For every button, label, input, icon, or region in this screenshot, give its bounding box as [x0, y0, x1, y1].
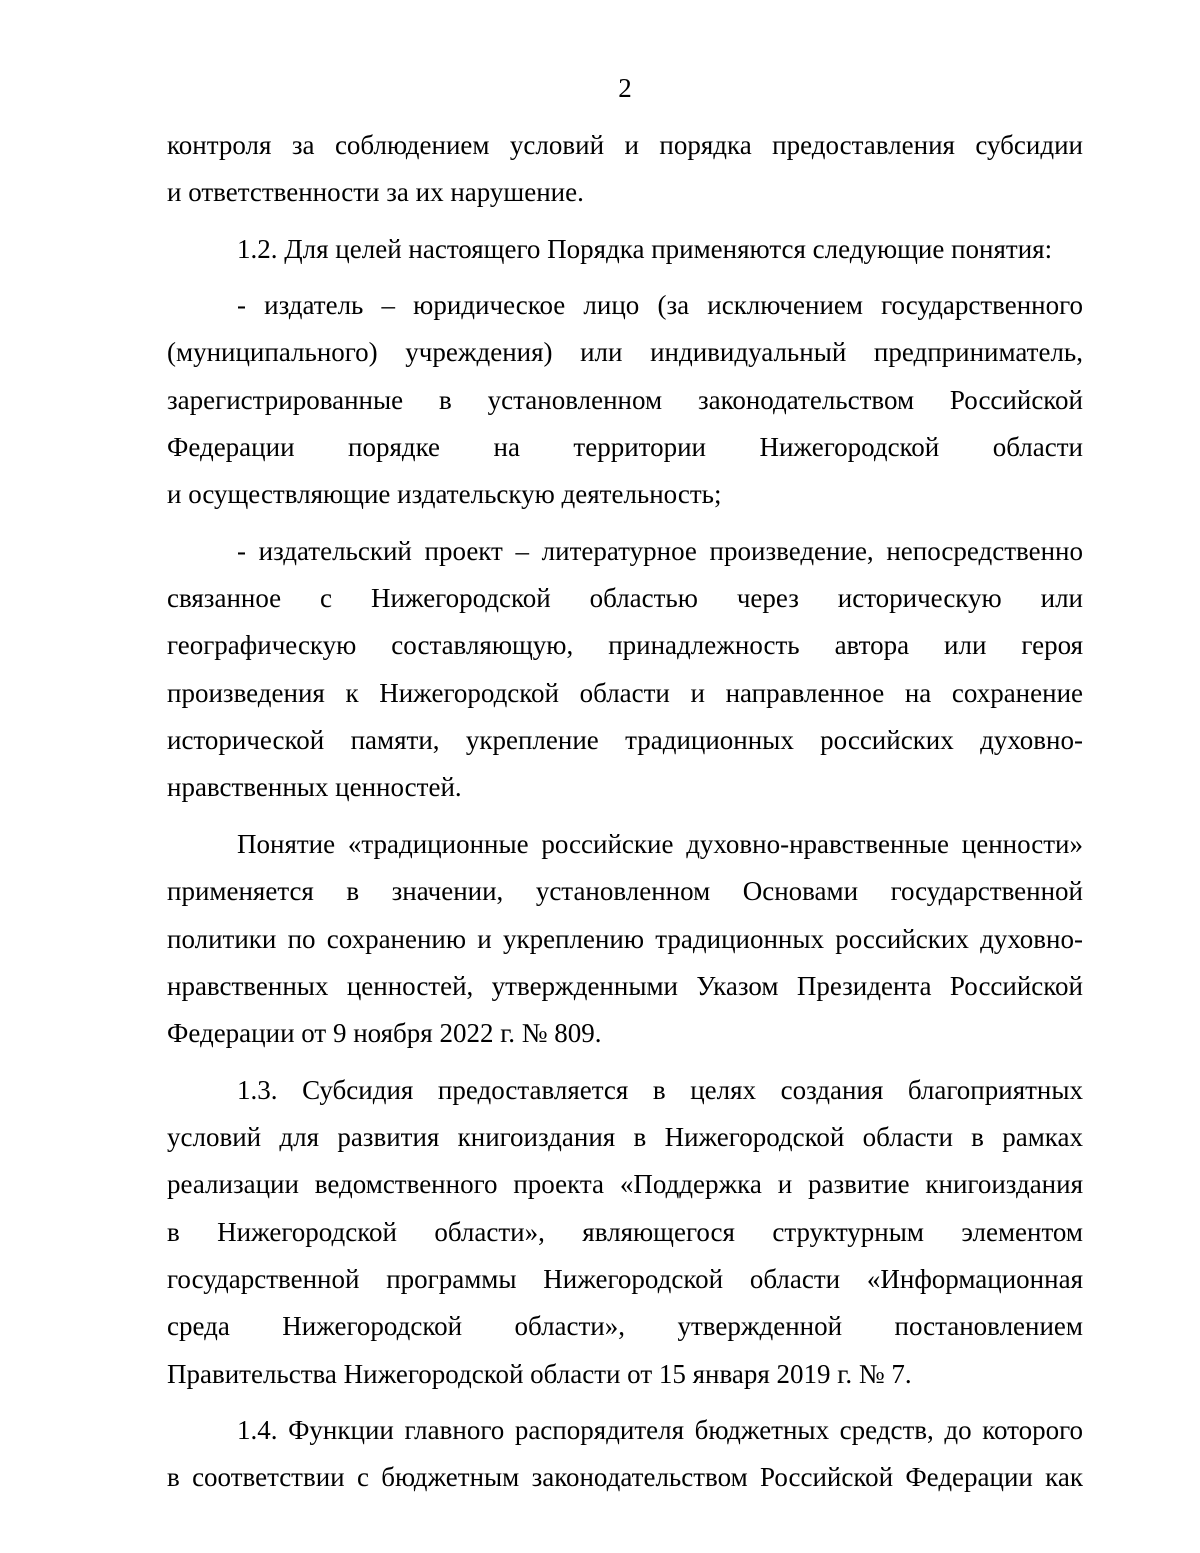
document-body [167, 122, 1083, 1502]
text-line: Федерации порядке на территории Нижегородской области [167, 432, 1083, 463]
text-line: зарегистрированные в установленном законодательством Российской [167, 384, 1083, 415]
text-line: в Нижегородской области», являющегося структурным элементом [167, 1216, 1083, 1247]
paragraph-1-2 [167, 226, 1083, 273]
text-line: реализации ведомственного проекта «Поддержка и развитие книгоиздания [167, 1169, 1083, 1200]
page-number: 2 [618, 73, 632, 103]
text-line: связанное с Нижегородской областью через историческую или [167, 583, 1083, 614]
text-line: - издатель – юридическое лицо (за исключением государственного [237, 290, 1083, 321]
text-line: контроля за соблюдением условий и порядка предоставления субсидии [167, 130, 1083, 160]
text-line: в соответствии с бюджетным законодательством Российской Федерации как [167, 1462, 1083, 1493]
text-line: Федерации от 9 ноября 2022 г. № 809. [167, 1018, 602, 1049]
paragraph-1-3 [167, 1067, 1083, 1398]
text-line: 1.3. Субсидия предоставляется в целях создания благоприятных [237, 1074, 1083, 1105]
text-line: Правительства Нижегородской области от 15 января 2019 г. № 7. [167, 1358, 912, 1389]
text-line: применяется в значении, установленном Основами государственной [167, 876, 1083, 907]
text-line: - издательский проект – литературное произведение, непосредственно [237, 535, 1083, 566]
text-line: 1.4. Функции главного распорядителя бюджетных средств, до которого [237, 1414, 1083, 1445]
text-line: нравственных ценностей, утвержденными Указом Президента Российской [167, 970, 1083, 1001]
text-line: и осуществляющие издательскую деятельность; [167, 479, 722, 510]
text-line: политики по сохранению и укреплению традиционных российских духовно- [167, 923, 1083, 954]
text-line: среда Нижегородской области», утвержденной постановлением [167, 1311, 1083, 1342]
paragraph-continuation [167, 122, 1083, 217]
text-line: условий для развития книгоиздания в Нижегородской области в рамках [167, 1121, 1083, 1152]
text-line: произведения к Нижегородской области и направленное на сохранение [167, 677, 1083, 708]
text-line: (муниципального) учреждения) или индивидуальный предприниматель, [167, 337, 1083, 368]
paragraph-definition-publisher [167, 282, 1083, 519]
paragraph-1-4 [167, 1407, 1083, 1502]
text-line: государственной программы Нижегородской области «Информационная [167, 1263, 1083, 1294]
text-line: географическую составляющую, принадлежность автора или героя [167, 630, 1083, 661]
paragraph-definition-project [167, 528, 1083, 812]
text-line: и ответственности за их нарушение. [167, 177, 584, 208]
text-line: 1.2. Для целей настоящего Порядка применяются следующие понятия: [237, 233, 1053, 264]
text-line: Понятие «традиционные российские духовно-нравственные ценности» [237, 828, 1083, 859]
text-line: исторической памяти, укрепление традиционных российских духовно- [167, 725, 1083, 756]
text-line: нравственных ценностей. [167, 772, 462, 803]
paragraph-concept-values [167, 821, 1083, 1058]
